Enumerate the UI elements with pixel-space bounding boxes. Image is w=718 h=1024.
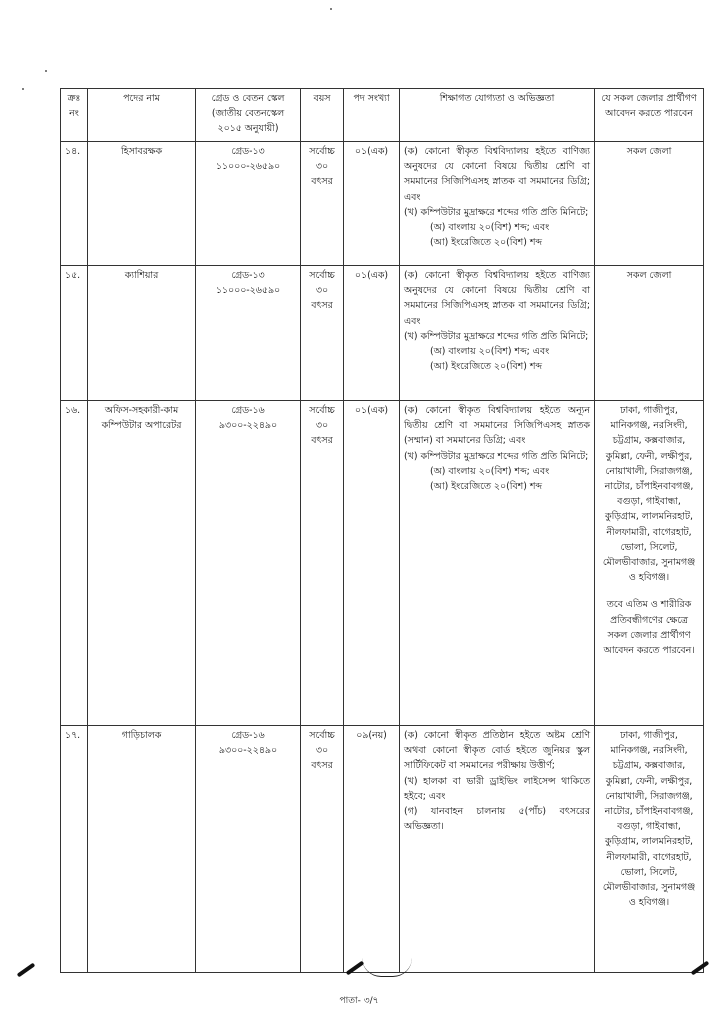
header-districts: যে সকল জেলার প্রার্থীগণ আবেদন করতে পারবেন [595,89,704,142]
age-text: সর্বোচ্চ [309,405,335,416]
qualification-a: (ক) কোনো স্বীকৃত প্রতিষ্ঠান হইতে অষ্টম শ্রেণি অথবা কোনো স্বীকৃত বোর্ড হইতে জুনিয়র স্কুল সার্টিফিকেট বা সমমানের পরীক্ষায় উত্তীর্ণ; [404,730,590,772]
cell-post-count: ০৯(নয়) [344,726,400,973]
qualification-b2: (আ) ইংরেজিতে ২০(বিশ) শব্দ [430,237,542,249]
qualification-b2: (আ) ইংরেজিতে ২০(বিশ) শব্দ [430,481,542,493]
cell-serial: ১৪. [61,142,88,266]
age-value: ৩০ [315,420,329,432]
qualification-b1: (অ) বাংলায় ২০(বিশ) শব্দ; এবং [430,346,550,358]
header-grade-scale: গ্রেড ও বেতন স্কেল (জাতীয় বেতনস্কেল ২০১৫ অনুযায়ী) [196,89,301,142]
grade: গ্রেড-১৩ [231,270,265,281]
age-unit: বৎসর [311,760,333,772]
cell-serial: ১৬. [61,401,88,726]
cell-districts: সকল জেলা [595,142,704,266]
cell-post-name: হিসাবরক্ষক [88,142,196,266]
cell-post-name: ক্যাশিয়ার [88,266,196,401]
qualification-b: (খ) কম্পিউটার মুদ্রাক্ষরে শব্দের গতি প্রতি মিনিটে; [404,206,589,218]
cell-grade-scale [196,726,301,973]
cell-serial: ১৭. [61,726,88,973]
signature-mark [362,958,412,977]
qualification-c: (গ) যানবাহন চালনায় ৫(পাঁচ) বৎসরের অভিজ্ঞতা। [404,806,590,833]
header-age: বয়স [301,89,344,142]
pay-scale: ৯৩০০-২২৪৯০ [218,745,278,757]
cell-post-count: ০১(এক) [344,266,400,401]
pay-scale: ১১০০০-২৬৫৯০ [215,161,281,173]
qualification-b: (খ) কম্পিউটার মুদ্রাক্ষরে শব্দের গতি প্রতি মিনিটে; [404,450,589,462]
cell-grade-scale [196,401,301,726]
table-row [61,142,704,266]
age-value: ৩০ [315,285,329,297]
table-row [61,401,704,726]
age-unit: বৎসর [311,176,333,188]
cell-qualification [400,726,595,973]
cell-districts [595,401,704,726]
qualification-b1: (অ) বাংলায় ২০(বিশ) শব্দ; এবং [430,465,550,477]
age-value: ৩০ [315,745,329,757]
qualification-a: (ক) কোনো স্বীকৃত বিশ্ববিদ্যালয় হইতে অন্যূন দ্বিতীয় শ্রেণি বা সমমানের সিজিপিএসহ স্নাতক (সম্মান) বা সমমানের ডিগ্রি; এবং [404,405,590,447]
cell-age [301,266,344,401]
grade: গ্রেড-১৩ [231,146,265,157]
pay-scale: ১১০০০-২৬৫৯০ [215,285,281,297]
cell-qualification [400,266,595,401]
age-unit: বৎসর [311,435,333,447]
district-note: তবে এতিম ও শারীরিক প্রতিবন্ধীগণের ক্ষেত্রে সকল জেলার প্রার্থীগণ আবেদন করতে পারবেন। [603,599,695,657]
job-vacancy-table [60,88,704,973]
cell-post-name: গাড়িচালক [88,726,196,973]
pay-scale: ৯৩০০-২২৪৯০ [218,420,278,432]
qualification-b2: (আ) ইংরেজিতে ২০(বিশ) শব্দ [430,361,542,373]
qualification-b: (খ) হালকা বা ভারী ড্রাইভিং লাইসেন্স থাকিতে হইবে; এবং [404,775,590,802]
age-text: সর্বোচ্চ [309,146,335,157]
grade: গ্রেড-১৬ [231,405,265,416]
table-row [61,726,704,973]
spacer [599,585,699,597]
scan-mark [17,963,36,978]
cell-qualification [400,401,595,726]
qualification-a: (ক) কোনো স্বীকৃত বিশ্ববিদ্যালয় হইতে বাণিজ্য অনুষদের যে কোনো বিষয়ে দ্বিতীয় শ্রেণি বা সমমানের সিজিপিএসহ স্নাতক বা সমমানের ডিগ্রি; এবং [404,270,590,327]
cell-post-count: ০১(এক) [344,401,400,726]
cell-post-count: ০১(এক) [344,142,400,266]
table-row [61,266,704,401]
age-value: ৩০ [315,161,329,173]
qualification-a: (ক) কোনো স্বীকৃত বিশ্ববিদ্যালয় হইতে বাণিজ্য অনুষদের যে কোনো বিষয়ে দ্বিতীয় শ্রেণি বা সমমানের সিজিপিএসহ স্নাতক বা সমমানের ডিগ্রি; এবং [404,146,590,203]
cell-age [301,726,344,973]
cell-post-name: অফিস-সহকারী-কাম কম্পিউটার অপারেটর [88,401,196,726]
cell-serial: ১৫. [61,266,88,401]
age-text: সর্বোচ্চ [309,270,335,281]
age-text: সর্বোচ্চ [309,730,335,741]
district-list: ঢাকা, গাজীপুর, মানিকগঞ্জ, নরসিংদী, চট্টগ্রাম, কক্সবাজার, কুমিল্লা, ফেনী, লক্ষীপুর, নোয়াখালী, সিরাজগঞ্জ, নাটোর, চাঁপাইনবাবগঞ্জ, বগুড়া, গাইবান্ধা, কুড়িগ্রাম, লালমনিরহাট, নীলফামারী, বাগেরহাট, ভোলা, সিলেট, মৌলভীবাজার, সুনামগঞ্জ ও হবিগঞ্জ। [602,405,696,584]
qualification-b: (খ) কম্পিউটার মুদ্রাক্ষরে শব্দের গতি প্রতি মিনিটে; [404,330,589,342]
header-post-name: পদের নাম [88,89,196,142]
scan-speck [45,70,47,72]
cell-districts: সকল জেলা [595,266,704,401]
header-post-count: পদ সংখ্যা [344,89,400,142]
header-qualification: শিক্ষাগত যোগ্যতা ও অভিজ্ঞতা [400,89,595,142]
scan-speck [22,88,24,90]
qualification-b1: (অ) বাংলায় ২০(বিশ) শব্দ; এবং [430,222,550,234]
cell-age [301,142,344,266]
age-unit: বৎসর [311,300,333,312]
grade: গ্রেড-১৬ [231,730,265,741]
page-number: পাতা- ৩/৭ [339,996,379,1006]
cell-age [301,401,344,726]
table-header-row [61,89,704,142]
cell-grade-scale [196,142,301,266]
cell-qualification [400,142,595,266]
header-serial: ক্রঃ নং [61,89,88,142]
cell-grade-scale [196,266,301,401]
cell-districts: ঢাকা, গাজীপুর, মানিকগঞ্জ, নরসিংদী, চট্টগ্রাম, কক্সবাজার, কুমিল্লা, ফেনী, লক্ষীপুর, নোয়াখালী, সিরাজগঞ্জ, নাটোর, চাঁপাইনবাবগঞ্জ, বগুড়া, গাইবান্ধা, কুড়িগ্রাম, লালমনিরহাট, নীলফামারী, বাগেরহাট, ভোলা, সিলেট, মৌলভীবাজার, সুনামগঞ্জ ও হবিগঞ্জ। [595,726,704,973]
scan-speck [330,8,332,10]
